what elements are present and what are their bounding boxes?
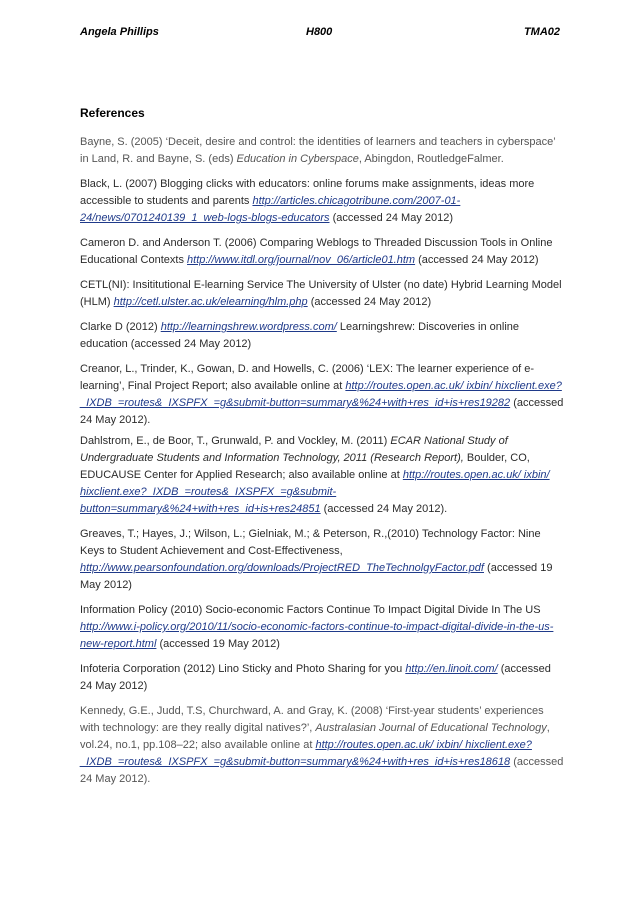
reference-link[interactable]: http://routes.open.ac.uk/ ixbin/ hixclient.exe?_IXDB_=routes&_IXSPFX_=g&submit-button=summary&%24+with+res_id+is+res19282 <box>80 380 562 409</box>
header-author: Angela Phillips <box>80 26 159 38</box>
reference-entry: Bayne, S. (2005) ‘Deceit, desire and control: the identities of learners and teachers in cyberspace’ in Land, R. and Bayne, S. (eds) Education in Cyberspace, Abingdon, RoutledgeFalmer. <box>80 136 556 165</box>
reference-entry: Clarke D (2012) http://learningshrew.wordpress.com/ Learningshrew: Discoveries in online education (accessed 24 May 2012) <box>80 321 520 350</box>
reference-link[interactable]: http://learningshrew.wordpress.com/ <box>160 321 337 333</box>
references-list <box>80 134 564 796</box>
reference-link[interactable]: http://www.i-policy.org/2010/11/socio-economic-factors-continue-to-impact-digital-divide-in-the-us-new-report.html <box>80 621 554 650</box>
reference-link[interactable]: http://cetl.ulster.ac.uk/elearning/hlm.php <box>113 296 308 308</box>
reference-link[interactable]: http://www.pearsonfoundation.org/downloads/ProjectRED_TheTechnolgyFactor.pdf <box>80 562 484 574</box>
reference-link[interactable]: http://routes.open.ac.uk/ ixbin/ hixclient.exe?_IXDB_=routes&_IXSPFX_=g&submit-button=summary&%24+with+res_id+is+res18618 <box>80 739 532 768</box>
reference-entry: Infoteria Corporation (2012) Lino Sticky and Photo Sharing for you http://en.linoit.com/ (accessed 24 May 2012) <box>80 663 551 692</box>
reference-link[interactable]: http://www.itdl.org/journal/nov_06/article01.htm <box>187 254 416 266</box>
header-assignment: TMA02 <box>523 26 560 38</box>
reference-entry: Black, L. (2007) Blogging clicks with educators: online forums make assignments, ideas more accessible to students and parents http://articles.chicagotribune.com/2007-01-24/news/0701240139_1_web-logs-blogs-educators (accessed 24 May 2012) <box>80 178 535 224</box>
reference-entry: Creanor, L., Trinder, K., Gowan, D. and Howells, C. (2006) ‘LEX: The learner experience of e-learning’, Final Project Report; also available online at http://routes.open.ac.uk/ ixbin/ hixclient.exe?_IXDB_=routes&_IXSPFX_=g&submit-button=summary&%24+with+res_id+is+res19282 (accessed 24 May 2012). <box>80 363 564 426</box>
reference-entry: CETL(NI): Insititutional E-learning Service The University of Ulster (no date) Hybrid Learning Model (HLM) http://cetl.ulster.ac.uk/elearning/hlm.php (accessed 24 May 2012) <box>80 279 562 308</box>
reference-link[interactable]: http://routes.open.ac.uk/ ixbin/ hixclient.exe?_IXDB_=routes&_IXSPFX_=g&submit-button=summary&%24+with+res_id+is+res24851 <box>80 469 550 515</box>
reference-entry: Greaves, T.; Hayes, J.; Wilson, L.; Gielniak, M.; & Peterson, R.,(2010) Technology Factor: Nine Keys to Student Achievement and Cost-Effectiveness, http://www.pearsonfoundation.org/downloads/ProjectRED_TheTechnolgyFactor.pdf (accessed 19 May 2012) <box>80 528 553 591</box>
reference-entry: Dahlstrom, E., de Boor, T., Grunwald, P. and Vockley, M. (2011) ECAR National Study of Undergraduate Students and Information Technology, 2011 (Research Report), Boulder, CO, EDUCAUSE Center for Applied Research; also available online at http://routes.open.ac.uk/ ixbin/ hixclient.exe?_IXDB_=routes&_IXSPFX_=g&submit-button=summary&%24+with+res_id+is+res24851 (accessed 24 May 2012). <box>80 435 550 515</box>
header-course: H800 <box>306 26 333 38</box>
reference-entry: Cameron D. and Anderson T. (2006) Comparing Weblogs to Threaded Discussion Tools in Online Educational Contexts http://www.itdl.org/journal/nov_06/article01.htm (accessed 24 May 2012) <box>80 237 553 266</box>
reference-link[interactable]: http://en.linoit.com/ <box>405 663 498 675</box>
reference-entry: Kennedy, G.E., Judd, T.S, Churchward, A. and Gray, K. (2008) ‘First-year students’ experiences with technology: are they really digital natives?’, Australasian Journal of Educational Technology, vol.24, no.1, pp.108–22; also available online at http://routes.open.ac.uk/ ixbin/ hixclient.exe?_IXDB_=routes&_IXSPFX_=g&submit-button=summary&%24+with+res_id+is+res18618 (accessed 24 May 2012). <box>80 705 564 785</box>
page-header <box>80 26 560 42</box>
reference-link[interactable]: http://articles.chicagotribune.com/2007-01-24/news/0701240139_1_web-logs-blogs-educators <box>80 195 461 224</box>
references-heading: References <box>80 106 145 120</box>
reference-entry: Information Policy (2010) Socio-economic Factors Continue To Impact Digital Divide In The US http://www.i-policy.org/2010/11/socio-economic-factors-continue-to-impact-digital-divide-in-the-us-new-report.html (accessed 19 May 2012) <box>80 604 554 650</box>
